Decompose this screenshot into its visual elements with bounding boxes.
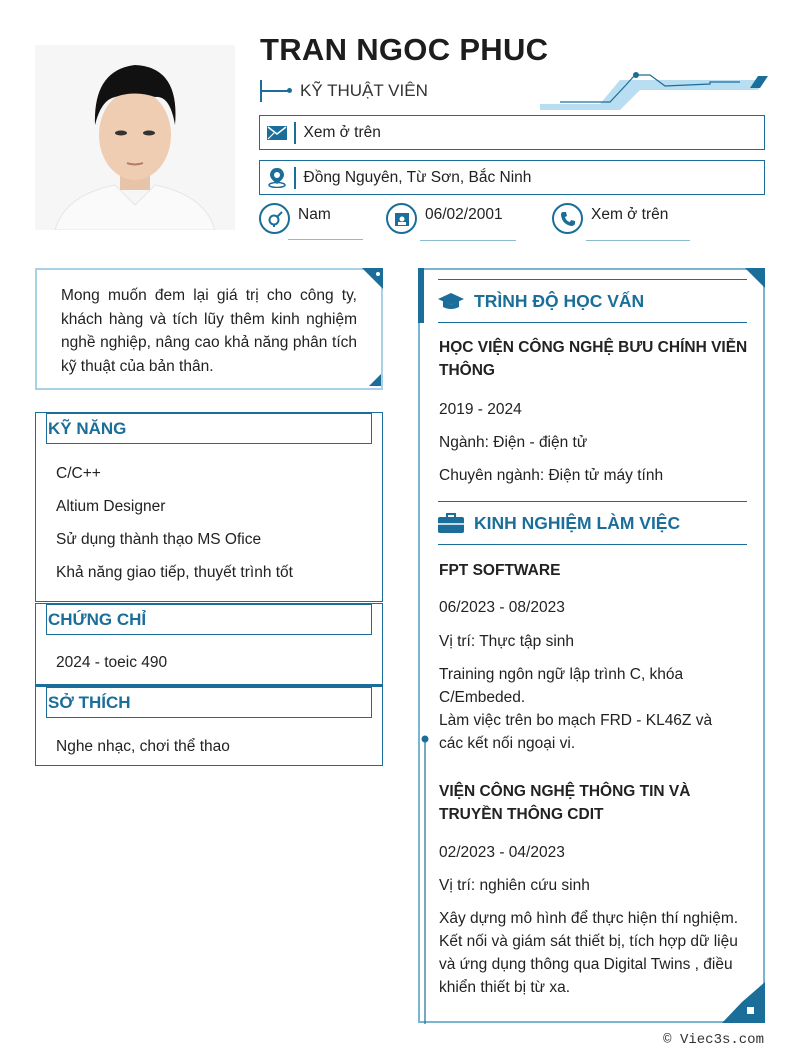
- profile-photo: [35, 45, 235, 230]
- company-name: FPT SOFTWARE: [439, 562, 561, 579]
- corner-decoration: [362, 268, 383, 289]
- birthday-field: [386, 203, 503, 234]
- section-title: SỞ THÍCH: [46, 687, 372, 718]
- candidate-name: TRAN NGOC PHUC: [260, 32, 549, 67]
- education-period: 2019 - 2024: [439, 401, 522, 418]
- briefcase-icon: [438, 513, 464, 533]
- education-header: [438, 279, 747, 323]
- phone-icon: [552, 203, 583, 234]
- list-item: C/C++: [56, 465, 101, 482]
- career-objective: Mong muốn đem lại giá trị cho công ty, khách hàng và tích lũy thêm kinh nghiệm nghề nghiệp, nâng cao khả năng phân tích kỹ thuật của bản thân.: [35, 268, 383, 390]
- address-row: [259, 160, 765, 195]
- email-row: [259, 115, 765, 150]
- job-position: Vị trí: Thực tập sinh: [439, 633, 575, 650]
- gender-value: Nam: [298, 206, 331, 223]
- experience-header: [438, 501, 747, 545]
- job-description: Làm việc trên bo mạch FRD - KL46Z và các kết nối ngoại vi.: [439, 712, 713, 752]
- section-title: KỸ NĂNG: [46, 413, 372, 444]
- section-title: CHỨNG CHỈ: [46, 604, 372, 635]
- envelope-icon: [260, 116, 294, 149]
- phone-value: Xem ở trên: [591, 206, 669, 223]
- right-panel: [418, 268, 765, 1023]
- job-description: Training ngôn ngữ lập trình C, khóa C/Embeded.: [439, 666, 684, 706]
- corner-decoration: [369, 374, 381, 386]
- section-title: KINH NGHIỆM LÀM VIỆC: [474, 512, 681, 533]
- corner-decoration: [722, 972, 765, 1023]
- gender-icon: [259, 203, 290, 234]
- education-major: Ngành: Điện - điện tử: [439, 434, 588, 451]
- location-pin-icon: [260, 161, 294, 194]
- list-item: Nghe nhạc, chơi thể thao: [56, 738, 230, 755]
- education-specialization: Chuyên ngành: Điện tử máy tính: [439, 467, 664, 484]
- phone-field: [552, 203, 668, 234]
- school-name: HỌC VIỆN CÔNG NGHỆ BƯU CHÍNH VIỄN THÔNG: [439, 339, 748, 379]
- list-item: 2024 - toeic 490: [56, 654, 168, 671]
- graduation-cap-icon: [438, 291, 464, 311]
- job-description: Xây dựng mô hình để thực hiện thí nghiệm. Kết nối và giám sát thiết bị, tích hợp dữ liệu và ứng dụng thông qua Digital Twins , điều khiển thiết bị từ xa.: [439, 910, 739, 996]
- section-title: TRÌNH ĐỘ HỌC VẤN: [474, 290, 645, 311]
- job-title: [260, 80, 428, 102]
- gender-field: [259, 203, 331, 234]
- certificates-section: [35, 603, 383, 685]
- list-item: Khả năng giao tiếp, thuyết trình tốt: [56, 564, 293, 581]
- circuit-decoration: [540, 72, 770, 112]
- calendar-person-icon: [386, 203, 417, 234]
- job-position: Vị trí: nghiên cứu sinh: [439, 877, 590, 894]
- address-value: Đồng Nguyên, Từ Sơn, Bắc Ninh: [303, 168, 532, 186]
- list-item: Sử dụng thành thạo MS Ofice: [56, 531, 262, 548]
- hobbies-section: [35, 684, 383, 766]
- skills-section: [35, 412, 383, 602]
- job-period: 06/2023 - 08/2023: [439, 599, 565, 616]
- job-period: 02/2023 - 04/2023: [439, 844, 565, 861]
- list-item: Altium Designer: [56, 498, 166, 515]
- birthday-value: 06/02/2001: [425, 206, 503, 223]
- job-title-text: KỸ THUẬT VIÊN: [300, 81, 428, 100]
- line-decoration-icon: [260, 80, 292, 102]
- timeline-dot: [420, 734, 430, 1034]
- footer-credit: © Viec3s.com: [663, 1032, 764, 1048]
- email-value: Xem ở trên: [303, 123, 381, 141]
- company-name: VIỆN CÔNG NGHỆ THÔNG TIN VÀ TRUYỀN THÔNG CDIT: [439, 783, 691, 823]
- side-decoration: [418, 268, 426, 328]
- corner-decoration: [745, 268, 765, 288]
